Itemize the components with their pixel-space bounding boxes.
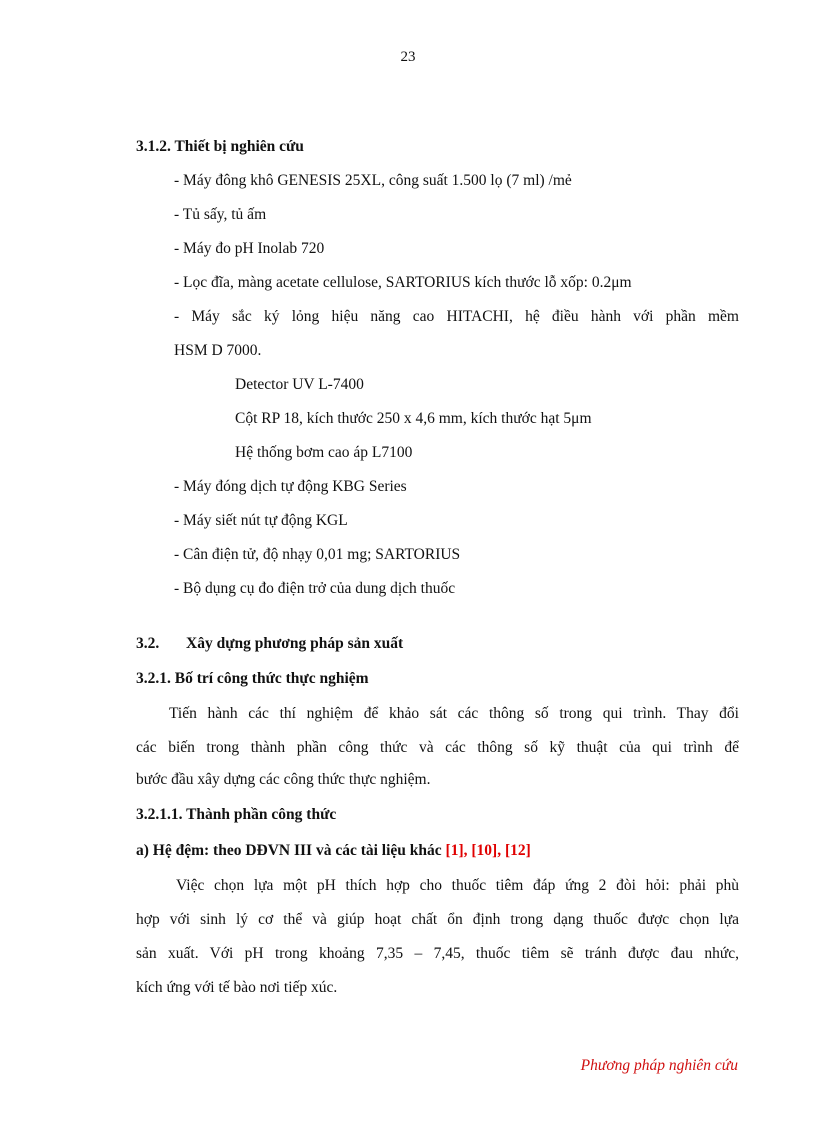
paragraph-line: bước đầu xây dựng các công thức thực nghiệm. [136,771,431,788]
page-number: 23 [400,49,416,65]
equipment-item: - Máy sắc ký lỏng hiệu năng cao HITACHI, hệ điều hành với phần mềm [174,308,739,325]
equipment-subitem: Cột RP 18, kích thước 250 x 4,6 mm, kích thước hạt 5μm [235,410,592,427]
paragraph-line: kích ứng với tế bào nơi tiếp xúc. [136,979,338,996]
equipment-item: - Cân điện tử, độ nhạy 0,01 mg; SARTORIUS [174,546,461,563]
equipment-item: - Tủ sấy, tủ ấm [174,206,267,223]
equipment-item: - Bộ dụng cụ đo điện trở của dung dịch thuốc [174,580,456,597]
page-footer: Phương pháp nghiên cứu [580,1057,738,1074]
equipment-item: - Lọc đĩa, màng acetate cellulose, SARTORIUS kích thước lỗ xốp: 0.2μm [174,274,632,291]
equipment-item: - Máy đông khô GENESIS 25XL, công suất 1.500 lọ (7 ml) /mẻ [174,172,572,189]
equipment-item: - Máy đóng dịch tự động KBG Series [174,478,407,495]
paragraph-line: Tiến hành các thí nghiệm để khảo sát các thông số trong qui trình. Thay đổi [169,705,739,722]
paragraph-line: Việc chọn lựa một pH thích hợp cho thuốc tiêm đáp ứng 2 đòi hỏi: phải phù [176,877,739,894]
paragraph-line: sản xuất. Với pH trong khoảng 7,35 – 7,45, thuốc tiêm sẽ tránh được đau nhức, [136,945,739,962]
section-3211-heading: 3.2.1.1. Thành phần công thức [136,806,337,823]
section-32-title: Xây dựng phương pháp sản xuất [186,635,404,652]
subsection-a-heading-text: a) Hệ đệm: theo DĐVN III và các tài liệu khác [136,842,446,859]
section-32-number: 3.2. [136,635,160,652]
subsection-a-heading [136,841,531,861]
equipment-item: - Máy siết nút tự động KGL [174,512,348,529]
equipment-item-continuation: HSM D 7000. [174,342,262,359]
equipment-subitem: Detector UV L-7400 [235,376,364,393]
section-312-heading: 3.1.2. Thiết bị nghiên cứu [136,138,304,155]
reference-links: [1], [10], [12] [445,842,531,859]
paragraph-line: các biến trong thành phần công thức và các thông số kỹ thuật của qui trình để [136,739,739,756]
paragraph-line: hợp với sinh lý cơ thể và giúp hoạt chất ổn định trong dạng thuốc được chọn lựa [136,911,739,928]
equipment-subitem: Hệ thống bơm cao áp L7100 [235,444,413,461]
section-321-heading: 3.2.1. Bố trí công thức thực nghiệm [136,670,369,687]
equipment-item: - Máy đo pH Inolab 720 [174,240,325,257]
